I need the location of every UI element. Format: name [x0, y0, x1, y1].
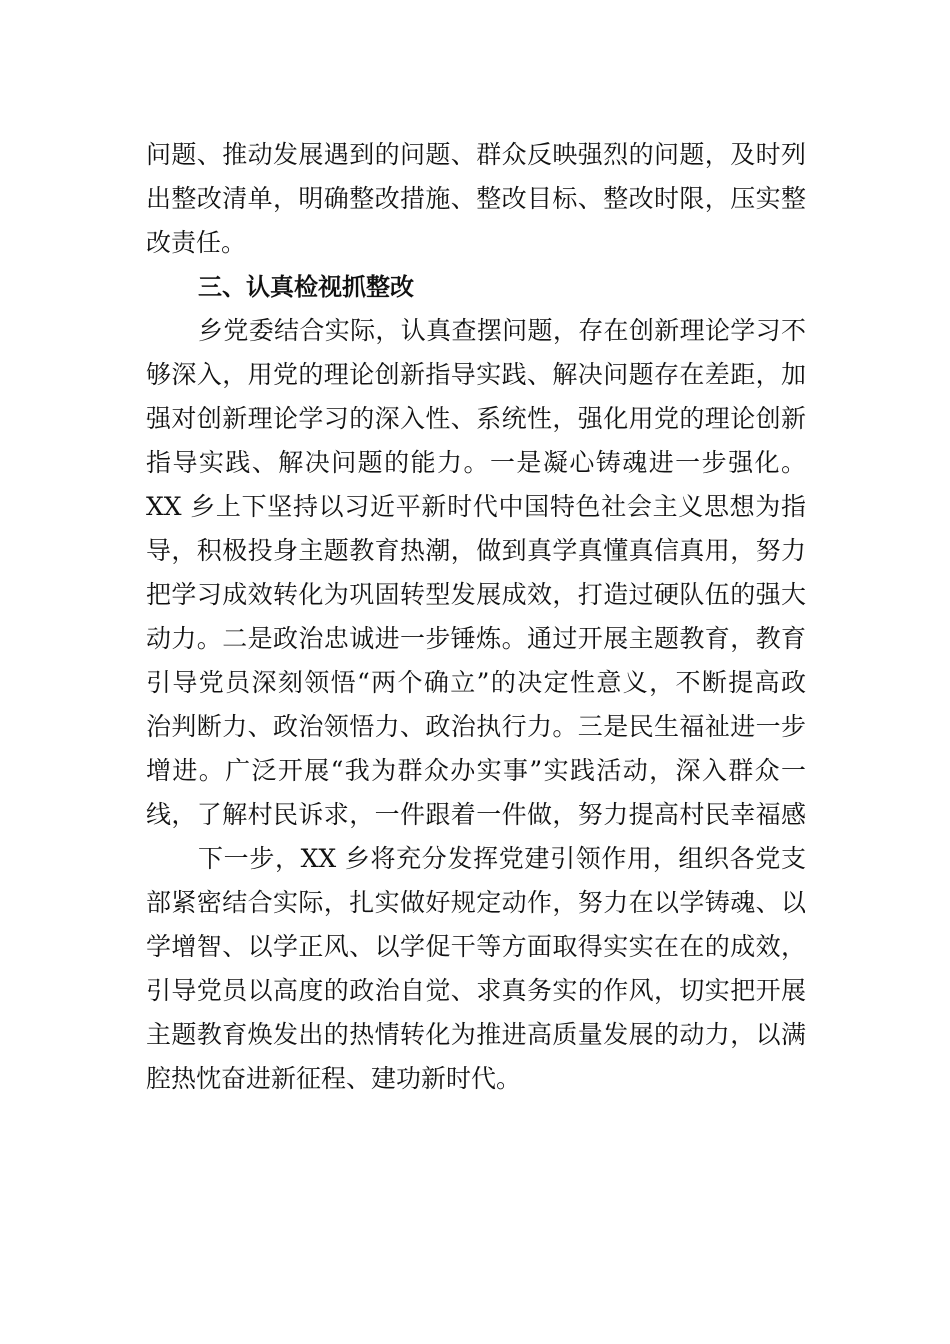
document-page — [146, 133, 806, 1101]
text-line: 乡党委结合实际，认真查摆问题，存在创新理论学习不 — [198, 316, 806, 345]
text-line: 学增智、以学正风、以学促干等方面取得实实在在的成效， — [146, 932, 806, 961]
text-line: 线，了解村民诉求，一件跟着一件做，努力提高村民幸福感 — [146, 800, 806, 829]
text-line: 下一步，XX 乡将充分发挥党建引领作用，组织各党支 — [198, 844, 806, 873]
text-line: 够深入，用党的理论创新指导实践、解决问题存在差距，加 — [146, 360, 806, 389]
text-line: 增进。广泛开展“我为群众办实事”实践活动，深入群众一 — [146, 756, 806, 785]
text-line: 出整改清单，明确整改措施、整改目标、整改时限，压实整 — [146, 184, 806, 213]
text-line: 治判断力、政治领悟力、政治执行力。三是民生福祉进一步 — [146, 712, 806, 741]
text-line: 强对创新理论学习的深入性、系统性，强化用党的理论创新 — [146, 404, 806, 433]
text-line: 指导实践、解决问题的能力。一是凝心铸魂进一步强化。 — [146, 448, 806, 477]
text-line: 部紧密结合实际，扎实做好规定动作，努力在以学铸魂、以 — [146, 888, 806, 917]
text-line: 动力。二是政治忠诚进一步锤炼。通过开展主题教育，教育 — [146, 624, 806, 653]
text-line: 主题教育焕发出的热情转化为推进高质量发展的动力，以满 — [146, 1020, 806, 1049]
paragraph-3 — [146, 837, 806, 1101]
text-line: XX 乡上下坚持以习近平新时代中国特色社会主义思想为指 — [146, 492, 806, 521]
text-line: 问题、推动发展遇到的问题、群众反映强烈的问题，及时列 — [146, 140, 806, 169]
text-line: 引导党员深刻领悟“两个确立”的决定性意义，不断提高政 — [146, 668, 806, 697]
text-line: 引导党员以高度的政治自觉、求真务实的作风，切实把开展 — [146, 976, 806, 1005]
text-line: 腔热忱奋进新征程、建功新时代。 — [146, 1064, 522, 1093]
text-line: 把学习成效转化为巩固转型发展成效，打造过硬队伍的强大 — [146, 580, 806, 609]
section-heading: 三、认真检视抓整改 — [198, 273, 414, 301]
paragraph-1 — [146, 133, 806, 265]
paragraph-2 — [146, 309, 806, 837]
text-line: 改责任。 — [146, 228, 247, 257]
text-line: 导，积极投身主题教育热潮，做到真学真懂真信真用，努力 — [146, 536, 806, 565]
